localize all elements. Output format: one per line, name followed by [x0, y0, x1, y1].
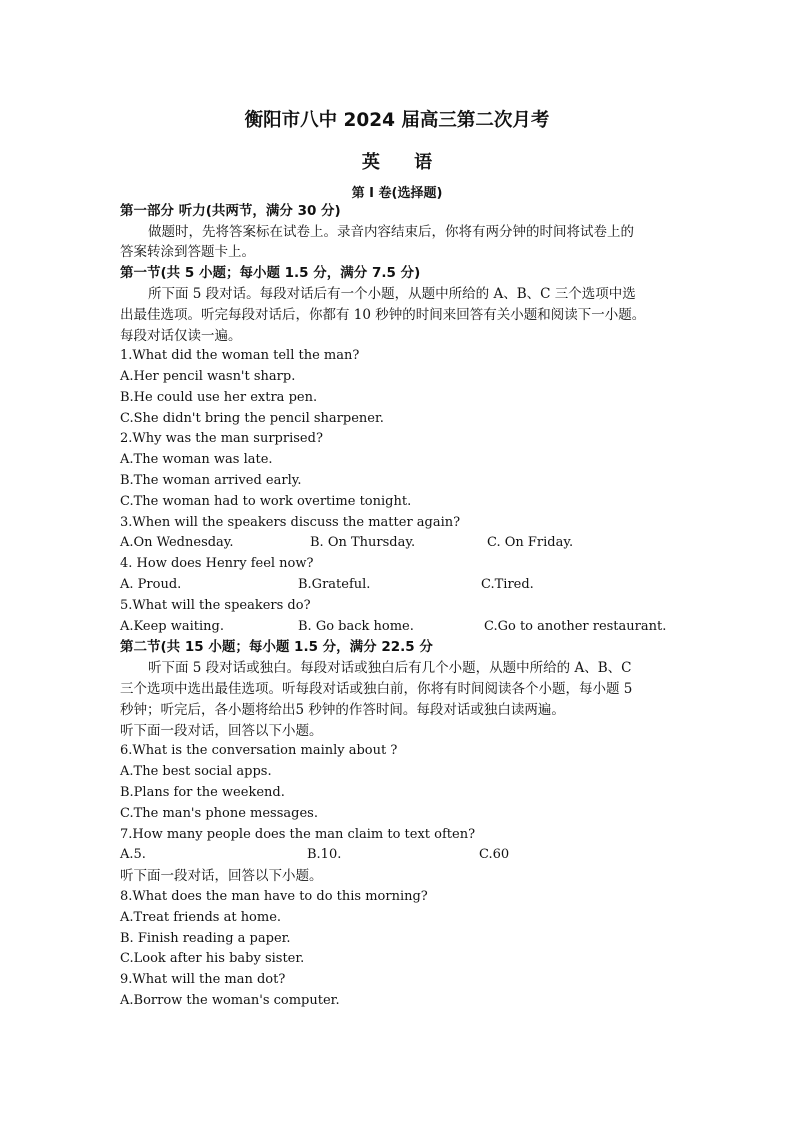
option-c: C.The man's phone messages.: [120, 806, 318, 821]
option-b: B. Go back home.: [298, 619, 414, 634]
part1-instruction-line: 答案转涂到答题卡上。: [120, 244, 255, 260]
exam-subject: 英 语: [361, 152, 447, 173]
option-b: B.Plans for the weekend.: [120, 785, 285, 800]
listen-instruction: 听下面一段对话，回答以下小题。: [120, 868, 323, 884]
section1-heading: 第一节(共 5 小题；每小题 1.5 分，满分 7.5 分): [120, 265, 421, 281]
question-text: 4. How does Henry feel now?: [120, 556, 314, 571]
question-text: 1.What did the woman tell the man?: [120, 348, 360, 363]
part1-heading: 第一部分 听力(共两节，满分 30 分): [120, 203, 341, 219]
question-text: 8.What does the man have to do this morning?: [120, 889, 428, 904]
option-b: B.The woman arrived early.: [120, 473, 302, 488]
paper-part-heading: 第 I 卷(选择题): [351, 186, 443, 201]
option-a: A.Her pencil wasn't sharp.: [120, 369, 296, 384]
listen-instruction: 听下面一段对话，回答以下小题。: [120, 723, 323, 739]
section1-instruction-line: 所下面 5 段对话。每段对话后有一个小题，从题中所给的 A、B、C 三个选项中选: [148, 286, 636, 302]
option-b: B.10.: [307, 847, 342, 862]
option-a: A.5.: [120, 847, 146, 862]
section2-heading: 第二节(共 15 小题；每小题 1.5 分，满分 22.5 分: [120, 639, 433, 655]
option-b: B. On Thursday.: [310, 535, 416, 550]
option-a: A.Treat friends at home.: [120, 910, 282, 925]
option-c: C.Look after his baby sister.: [120, 951, 305, 966]
option-a: A.On Wednesday.: [120, 535, 234, 550]
option-a: A.Keep waiting.: [120, 619, 224, 634]
option-a: A. Proud.: [120, 577, 182, 592]
question-text: 2.Why was the man surprised?: [120, 431, 323, 446]
question-text: 3.When will the speakers discuss the matter again?: [120, 515, 461, 530]
section2-instruction-line: 秒钟；听完后，各小题将给出5 秒钟的作答时间。每段对话或独白读两遍。: [120, 702, 565, 718]
option-b: B.He could use her extra pen.: [120, 390, 318, 405]
option-c: C.The woman had to work overtime tonight.: [120, 494, 412, 509]
option-b: B.Grateful.: [298, 577, 371, 592]
question-text: 9.What will the man dot?: [120, 972, 286, 987]
section2-instruction-line: 听下面 5 段对话或独白。每段对话或独白后有几个小题，从题中所给的 A、B、C: [148, 660, 632, 676]
option-a: A.Borrow the woman's computer.: [120, 993, 340, 1008]
option-c: C.Go to another restaurant.: [484, 619, 667, 634]
option-b: B. Finish reading a paper.: [120, 931, 291, 946]
option-c: C. On Friday.: [487, 535, 574, 550]
part1-instruction-line: 做题时，先将答案标在试卷上。录音内容结束后，你将有两分钟的时间将试卷上的: [148, 224, 634, 240]
option-c: C.She didn't bring the pencil sharpener.: [120, 411, 384, 426]
question-text: 6.What is the conversation mainly about ?: [120, 743, 398, 758]
section2-instruction-line: 三个选项中选出最佳选项。听每段对话或独白前，你将有时间阅读各个小题，每小题 5: [120, 681, 633, 697]
question-text: 5.What will the speakers do?: [120, 598, 311, 613]
section1-instruction-line: 出最佳选项。听完每段对话后，你都有 10 秒钟的时间来回答有关小题和阅读下一小题。: [120, 307, 646, 323]
section1-instruction-line: 每段对话仅读一遍。: [120, 328, 242, 344]
option-a: A.The best social apps.: [120, 764, 272, 779]
option-c: C.Tired.: [481, 577, 534, 592]
question-text: 7.How many people does the man claim to text often?: [120, 827, 476, 842]
option-c: C.60: [479, 847, 510, 862]
option-a: A.The woman was late.: [120, 452, 273, 467]
exam-title: 衡阳市八中 2024 届高三第二次月考: [244, 110, 550, 131]
